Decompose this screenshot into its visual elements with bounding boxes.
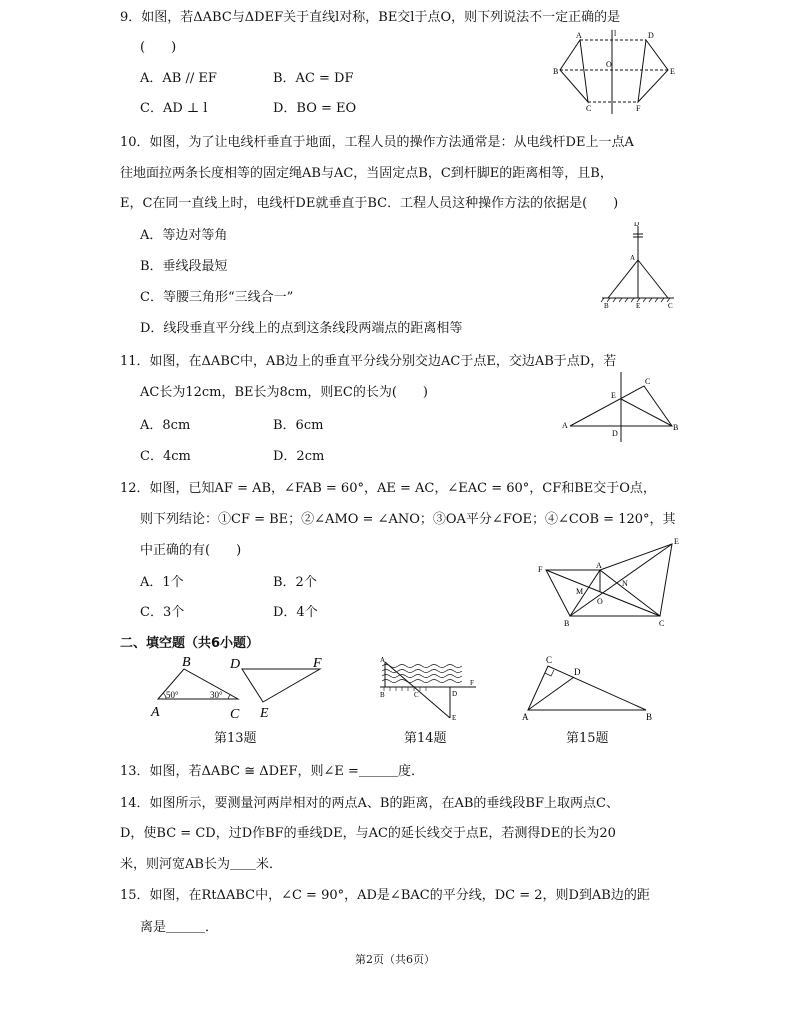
fig13-label-e: E [260,706,269,721]
q9-label-l: l [614,29,617,38]
fig14-label-f: F [470,679,474,687]
q10-option-a: A．等边对等角 [140,228,228,243]
q12-option-b: B．2个 [273,575,317,590]
q10-label-d: D [634,222,640,228]
q10-figure [596,222,680,310]
q12-line-1: 12．如图，已知AF = AB，∠FAB = 60°，AE = AC，∠EAC = 60°，CF和BE交于O点， [120,481,656,496]
q9-label-d: D [648,31,654,40]
q12-label-m: M [576,587,584,596]
fig15-triangle-abc [528,666,646,710]
q9-label-o: O [606,60,612,69]
fig13 [148,655,333,721]
q10-option-d: D．线段垂直平分线上的点到这条线段两端点的距离相等 [140,321,463,336]
q10-label-c: C [668,302,673,310]
q12-label-n: N [622,579,628,588]
q12-triangle-afb [546,570,600,616]
q11-label-e: E [611,391,616,400]
page-footer: 第2页（共6页） [355,953,435,966]
q10-label-b: B [604,302,609,310]
fig15-label-d: D [574,667,581,677]
q9-label-f: F [636,104,641,113]
q9-option-c: C．AD ⊥ l [140,101,208,116]
q10-line-2: 往地面拉两条长度相等的固定绳AB与AC，当固定点B，C到杆脚E的距离相等，且B， [120,166,613,181]
q9-triangle-def [638,40,668,102]
caption-q14: 第14题 [404,731,447,746]
fig14-label-b: B [380,691,385,699]
q13-text: 13．如图，若ΔABC ≅ ΔDEF，则∠E =＿＿＿度． [120,764,424,779]
q9-label-a: A [576,31,582,40]
q11-label-b: B [673,423,679,432]
fig13-angle-30: 30° [210,690,223,700]
q9-paren: ( ) [140,40,177,55]
q10-label-e: E [636,302,641,310]
fig14-label-e: E [452,714,457,722]
q14-line-1: 14．如图所示，要测量河两岸相对的两点A、B的距离，在AB的垂线段BF上取两点C、 [120,796,619,811]
q11-label-d: D [612,429,618,438]
fig13-label-a: A [151,705,160,720]
q12-option-d: D．4个 [273,605,318,620]
fig14-river [382,665,462,683]
q11-line-1: 11．如图，在ΔABC中，AB边上的垂直平分线分别交边AC于点E，交边AB于点D，若 [120,354,617,369]
q9-option-b: B．AC = DF [273,71,354,86]
q9-label-c: C [586,104,592,113]
q9-stem: 9．如图，若ΔABC与ΔDEF关于直线l对称，BE交l于点O，则下列说法不一定正确的是 [120,10,621,25]
q11-option-c: C．4cm [140,449,191,464]
fig13-label-f: F [313,656,322,671]
q10-line-3: E，C在同一直线上时，电线杆DE就垂直于BC．工程人员这种操作方法的依据是( ) [120,196,619,211]
q12-label-a: A [596,561,602,570]
q14-line-2: D，使BC = CD，过D作BF的垂线DE，与AC的延长线交于点E，若测得DE的长为20 [120,826,616,841]
q10-label-a: A [630,254,636,262]
caption-q13: 第13题 [214,731,257,746]
q10-rope-ab [608,260,638,298]
q12-segment-be [570,544,672,616]
section-fill-in-title: 二、填空题（共6小题） [120,636,260,651]
fig13-triangle-def [242,669,320,702]
q11-line-2: AC长为12cm，BE长为8cm，则EC的长为( ) [140,385,428,400]
q12-figure [536,536,686,630]
q12-label-o: O [597,597,603,606]
fig15-right-angle-mark [545,670,554,676]
q10-rope-ac [638,260,668,298]
q9-option-a: A．AB // EF [140,71,217,86]
q9-label-b: B [553,67,559,76]
q11-segment-be [621,399,672,426]
fig15-label-b: B [646,712,653,722]
q10-line-1: 10．如图，为了让电线杆垂直于地面，工程人员的操作方法通常是：从电线杆DE上一点A [120,135,634,150]
q12-triangle-aec [600,544,672,616]
q12-label-e: E [674,537,679,546]
q10-option-b: B．垂线段最短 [140,259,228,274]
q11-option-a: A．8cm [140,418,191,433]
q12-option-c: C．3个 [140,605,185,620]
q14-line-3: 米，则河宽AB长为＿＿米． [120,857,282,872]
q9-triangle-abc [560,40,588,102]
q12-label-c: C [659,619,665,628]
q11-figure [560,370,686,456]
fig13-label-d: D [230,657,241,672]
fig14 [376,656,484,722]
fig14-label-a: A [380,656,386,664]
q12-line-2: 则下列结论：①CF = BE；②∠AMO = ∠ANO；③OA平分∠FOE；④∠COB = 120°，其 [140,512,676,527]
q11-label-c: C [645,377,651,386]
q15-line-2: 离是＿＿＿． [140,920,219,935]
fig14-segment-ae [385,662,450,718]
q12-label-f: F [538,565,543,574]
q15-line-1: 15．如图，在RtΔABC中，∠C = 90°，AD是∠BAC的平分线，DC = 2，则D到AB边的距 [120,888,650,903]
q10-option-c: C．等腰三角形“三线合一” [140,290,294,305]
caption-q15: 第15题 [566,731,609,746]
fig14-label-d: D [452,690,458,698]
q12-line-3: 中正确的有( ) [140,543,242,558]
q11-option-d: D．2cm [273,449,325,464]
fig13-angle-50: 50° [166,690,179,700]
fig15-label-a: A [522,712,529,722]
fig15-bisector-ad [528,677,574,710]
q11-option-b: B．6cm [273,418,324,433]
q9-option-d: D．BO = EO [273,101,357,116]
fig13-label-c: C [230,707,240,721]
q12-option-a: A．1个 [140,575,184,590]
fig14-label-c: C [414,691,419,699]
q11-label-a: A [562,421,568,430]
q9-label-e: E [670,67,675,76]
fig13-label-b: B [182,655,191,670]
q12-label-b: B [564,619,570,628]
fig15-label-c: C [546,655,553,665]
q9-figure [550,28,690,116]
fig15 [518,652,658,724]
